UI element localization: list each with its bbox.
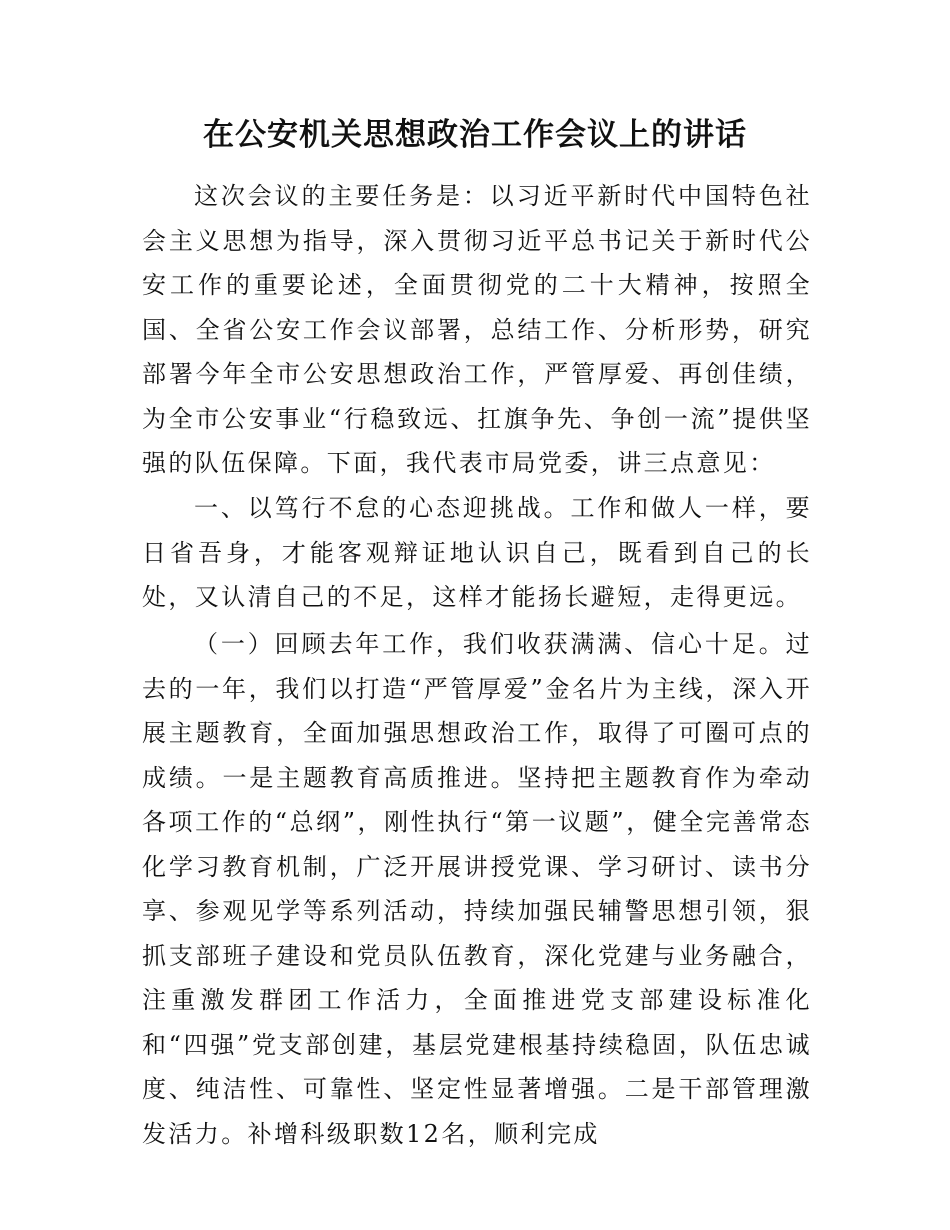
document-title: 在公安机关思想政治工作会议上的讲话 xyxy=(203,117,747,153)
paragraph-subsection-one: （一）回顾去年工作，我们收获满满、信心十足。过去的一年，我们以打造“严管厚爱”金名片为主线，深入开展主题教育，全面加强思想政治工作，取得了可圈可点的成绩。一是主题教育高质推进。坚持把主题教育作为牵动各项工作的“总纲”，刚性执行“第一议题”，健全完善常态化学习教育机制，广泛开展讲授党课、学习研讨、读书分享、参观见学等系列活动，持续加强民辅警思想引领，狠抓支部班子建设和党员队伍教育，深化党建与业务融合，注重激发群团工作活力，全面推进党支部建设标准化和“四强”党支部创建，基层党建根基持续稳固，队伍忠诚度、纯洁性、可靠性、坚定性显著增强。二是干部管理激发活力。补增科级职数12名，顺利完成 xyxy=(142,630,812,1148)
paragraph-section-one: 一、以笃行不怠的心态迎挑战。工作和做人一样，要日省吾身，才能客观辩证地认识自己，既看到自己的长处，又认清自己的不足，这样才能扬长避短，走得更远。 xyxy=(142,494,812,611)
paragraph-intro: 这次会议的主要任务是：以习近平新时代中国特色社会主义思想为指导，深入贯彻习近平总书记关于新时代公安工作的重要论述，全面贯彻党的二十大精神，按照全国、全省公安工作会议部署，总结工作、分析形势，研究部署今年全市公安思想政治工作，严管厚爱、再创佳绩，为全市公安事业“行稳致远、扛旗争先、争创一流”提供坚强的队伍保障。下面，我代表市局党委，讲三点意见： xyxy=(142,182,812,477)
